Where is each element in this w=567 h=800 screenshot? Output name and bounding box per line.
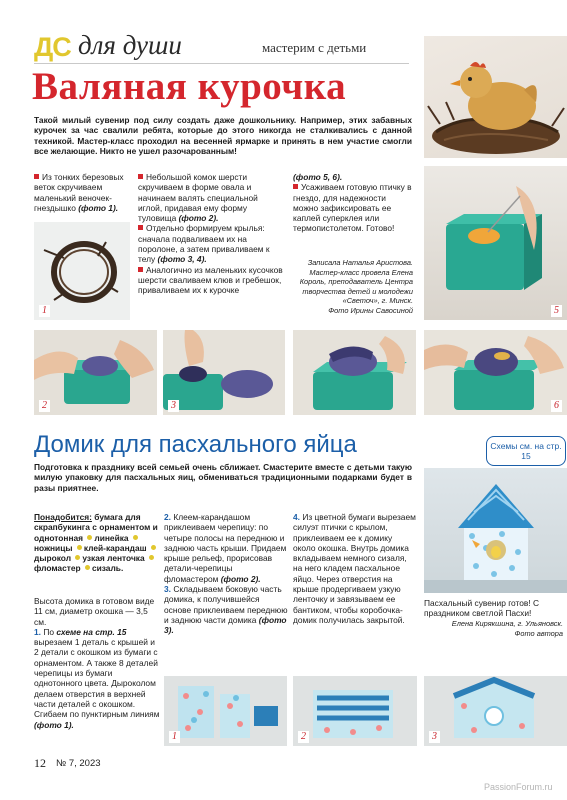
watermark: PassionForum.ru	[484, 782, 553, 792]
photo-3-assembly	[424, 676, 567, 746]
step-2-3-text: 2. Клеем-карандашом приклеиваем черепицу: по четыре полосы на переднюю и заднюю часть крыши. Придаем крыше рельеф, прорисовав детали-черепицы фломастером (фото 2). 3. Складываем боковую часть домика, к получившейся основе приклеиваем переднюю и заднюю части домика (фото 3).	[164, 512, 288, 636]
photo-2-felting	[34, 330, 157, 415]
bullet	[138, 174, 143, 179]
bullet	[138, 225, 143, 230]
article-lead: Такой милый сувенир под силу создать даже дошкольнику. Например, этих забавных курочек за час свалили ребята, которые до этого никогда не сталкивались с данной техникой. Мастер-класс проходил на весенней ярмарке и принять в нем участие смогли все желающие. Никто не ушел разочарованным!	[34, 115, 412, 156]
bullet	[77, 545, 82, 550]
photo-hero-house	[424, 468, 567, 593]
photo-1-cutouts	[164, 676, 287, 746]
photo-1-nest	[34, 222, 130, 320]
step-1-text: Высота домика в готовом виде 11 см, диаметр окошка — 3,5 см. 1. По схеме на стр. 15 вырезаем 1 деталь с крышей и 2 детали с окошком из бумаги с орнаментом. А также 8 деталей черепицы из бумаги однотонного цвета. Дыроколом делаем отверстия в верхней части деталей с окошком. Сгибаем по пунктирным линиям (фото 1).	[34, 596, 160, 730]
photo-number: 5	[551, 305, 562, 317]
bullet	[85, 565, 90, 570]
photo-6-beak	[424, 330, 567, 415]
step-text-col2: Небольшой комок шерсти скручиваем в форме овала и начинаем валять специальной иглой, придавая ему форму туловища (фото 2). Отдельно формируем крылья: сначала подваливаем их на поролоне, а затем приваливаем к телу (фото 3, 4). Аналогично из маленьких кусочков шерсти сваливаем клюв и гребешок, приваливаем их к курочке	[138, 172, 283, 296]
subrubric: мастерим с детьми	[262, 40, 367, 55]
article-credit: Записала Наталья Аристова. Мастер-класс провела Елена Король, преподаватель Центра творчества детей и молодежи «Светоч», г. Минск. Фото Ирины Савосиной	[299, 258, 413, 315]
schemes-badge: Схемы см. на стр. 15	[486, 436, 566, 466]
photo-number: 3	[429, 731, 440, 743]
materials-block: Понадобится: бумага для скрапбукинга с орнаментом и однотонная линейка ножницы клей-карандаш дырокол узкая ленточка фломастер сизаль.	[34, 512, 158, 574]
bullet	[75, 555, 80, 560]
photo-number: 1	[39, 305, 50, 317]
photo-number: 2	[39, 400, 50, 412]
photo-2-roof	[293, 676, 417, 746]
magazine-logo: ДС	[34, 32, 71, 62]
bullet	[34, 174, 39, 179]
photo-hero-hen	[424, 36, 567, 158]
photo-caption: Пасхальный сувенир готов! С праздником светлой Пасхи!	[424, 598, 540, 619]
bullet	[87, 535, 92, 540]
step-text-col1: Из тонких березовых веток скручиваем маленький веночек-гнездышко (фото 1).	[34, 172, 124, 213]
photo-number: 1	[169, 731, 180, 743]
bullet	[293, 184, 298, 189]
issue-number: № 7, 2023	[56, 758, 101, 769]
article2-credit: Елена Кирякшина, г. Ульяновск. Фото автора	[451, 619, 563, 638]
photo-4-attach	[293, 330, 416, 415]
article2-lead: Подготовка к празднику всей семьей очень сближает. Смастерите вместе с детьми такую милую упаковку для пасхальных яиц, обмениваться традиционными подарками будет в разы приятнее.	[34, 462, 412, 493]
bullet	[138, 267, 143, 272]
article-title-hen: Валяная курочка	[32, 65, 347, 108]
article-title-house: Домик для пасхального яйца	[34, 431, 357, 458]
photo-3-wing	[163, 330, 285, 415]
photo-number: 2	[298, 731, 309, 743]
step-4-text: 4. Из цветной бумаги вырезаем силуэт птички с крылом, приклеиваем ее к домику около окошка. Внутрь домика вкладываем немного сизаля, на него кладем пасхальное яйцо. Через отверстия на крыше продергиваем узкую ленточку и завязываем ее бантиком, чтобы коробочка-домик получилась закрытой.	[293, 512, 416, 625]
bullet	[133, 535, 138, 540]
photo-5-sewing	[424, 166, 567, 320]
page-number: 12	[34, 756, 46, 770]
rubric-title: для души	[78, 30, 182, 60]
bullet	[149, 555, 154, 560]
step-text-col3: (фото 5, 6). Усаживаем готовую птичку в гнездо, для надежности можно зафиксировать ее каплей суперклея или термопистолетом. Готово!	[293, 172, 412, 234]
photo-number: 6	[551, 400, 562, 412]
photo-number: 3	[168, 400, 179, 412]
bullet	[151, 545, 156, 550]
